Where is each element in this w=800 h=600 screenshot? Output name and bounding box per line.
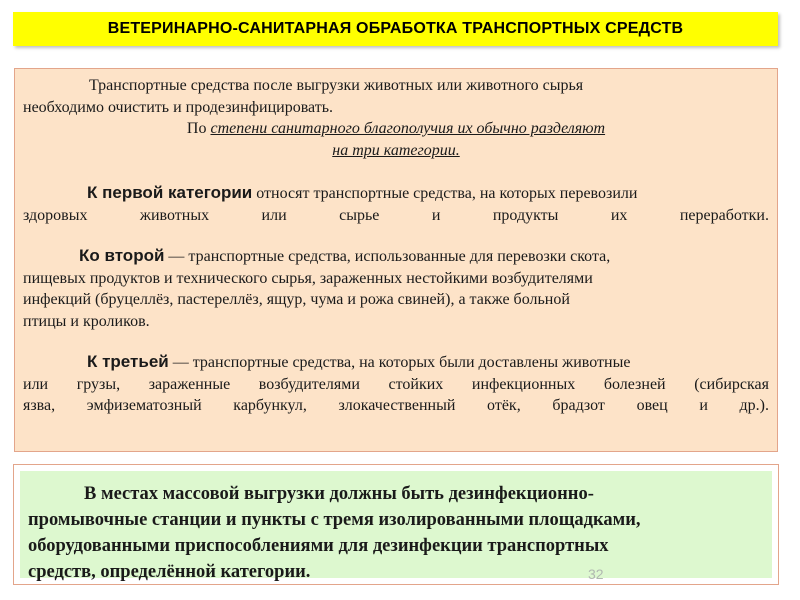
spacer	[23, 332, 769, 351]
note-line-4: средств, определённой категории.	[28, 562, 311, 582]
category-2-line-3: инфекций (бруцеллёз, пастереллёз, ящур, чума и рожа свиней), а также больной	[23, 291, 570, 308]
category-2-line-4: птицы и кроликов.	[23, 312, 150, 330]
category-3-lead: К третьей	[87, 352, 169, 371]
category-2-line-1-text: — транспортные средства, использованные для перевозки скота,	[164, 248, 611, 265]
note-line-2: промывочные станции и пункты с тремя изолированными площадками,	[28, 510, 641, 530]
intro-line-3-emphasis: степени санитарного благополучия их обычно разделяют	[210, 120, 606, 137]
page-number: 32	[588, 566, 604, 582]
note-panel-inner	[20, 471, 772, 582]
category-3-line-1	[23, 351, 769, 374]
title-banner	[13, 12, 778, 46]
note-line-3: оборудованными приспособлениями для дезинфекции транспортных	[28, 536, 609, 556]
intro-line-3	[23, 118, 769, 140]
spacer	[23, 226, 769, 245]
intro-line-2: необходимо очистить и продезинфицировать.	[23, 98, 334, 116]
category-2-line-2: пищевых продуктов и технического сырья, зараженных нестойкими возбудителями	[23, 269, 593, 287]
category-1-line-2: здоровых животных или сырье и продукты их переработки.	[23, 206, 769, 224]
intro-line-1: Транспортные средства после выгрузки животных или животного сырья	[89, 77, 584, 94]
category-1-line-1-text: относят транспортные средства, на которых перевозили	[252, 185, 638, 202]
page-title: ВЕТЕРИНАРНО-САНИТАРНАЯ ОБРАБОТКА ТРАНСПОРТНЫХ СРЕДСТВ	[107, 20, 684, 37]
category-1-lead: К первой категории	[87, 183, 253, 202]
intro-line-4	[23, 140, 769, 162]
category-3-line-3: язва, эмфизематозный карбункул, злокачественный отёк, брадзот овец и др.).	[23, 397, 769, 414]
categories-panel	[14, 68, 778, 452]
spacer	[23, 161, 769, 182]
note-line-1: В местах массовой выгрузки должны быть дезинфекционно-	[84, 484, 594, 504]
category-3-line-1-text: — транспортные средства, на которых были доставлены животные	[168, 354, 631, 371]
category-3-line-2: или грузы, зараженные возбудителями стойких инфекционных болезней (сибирская	[23, 375, 769, 393]
category-2-lead: Ко второй	[79, 246, 165, 265]
category-1-line-1	[23, 182, 769, 205]
intro-line-4-text: на три категории.	[332, 141, 460, 159]
note-panel	[13, 464, 779, 585]
intro-line-3-prefix: По	[186, 120, 211, 137]
category-2-line-1	[23, 245, 769, 268]
